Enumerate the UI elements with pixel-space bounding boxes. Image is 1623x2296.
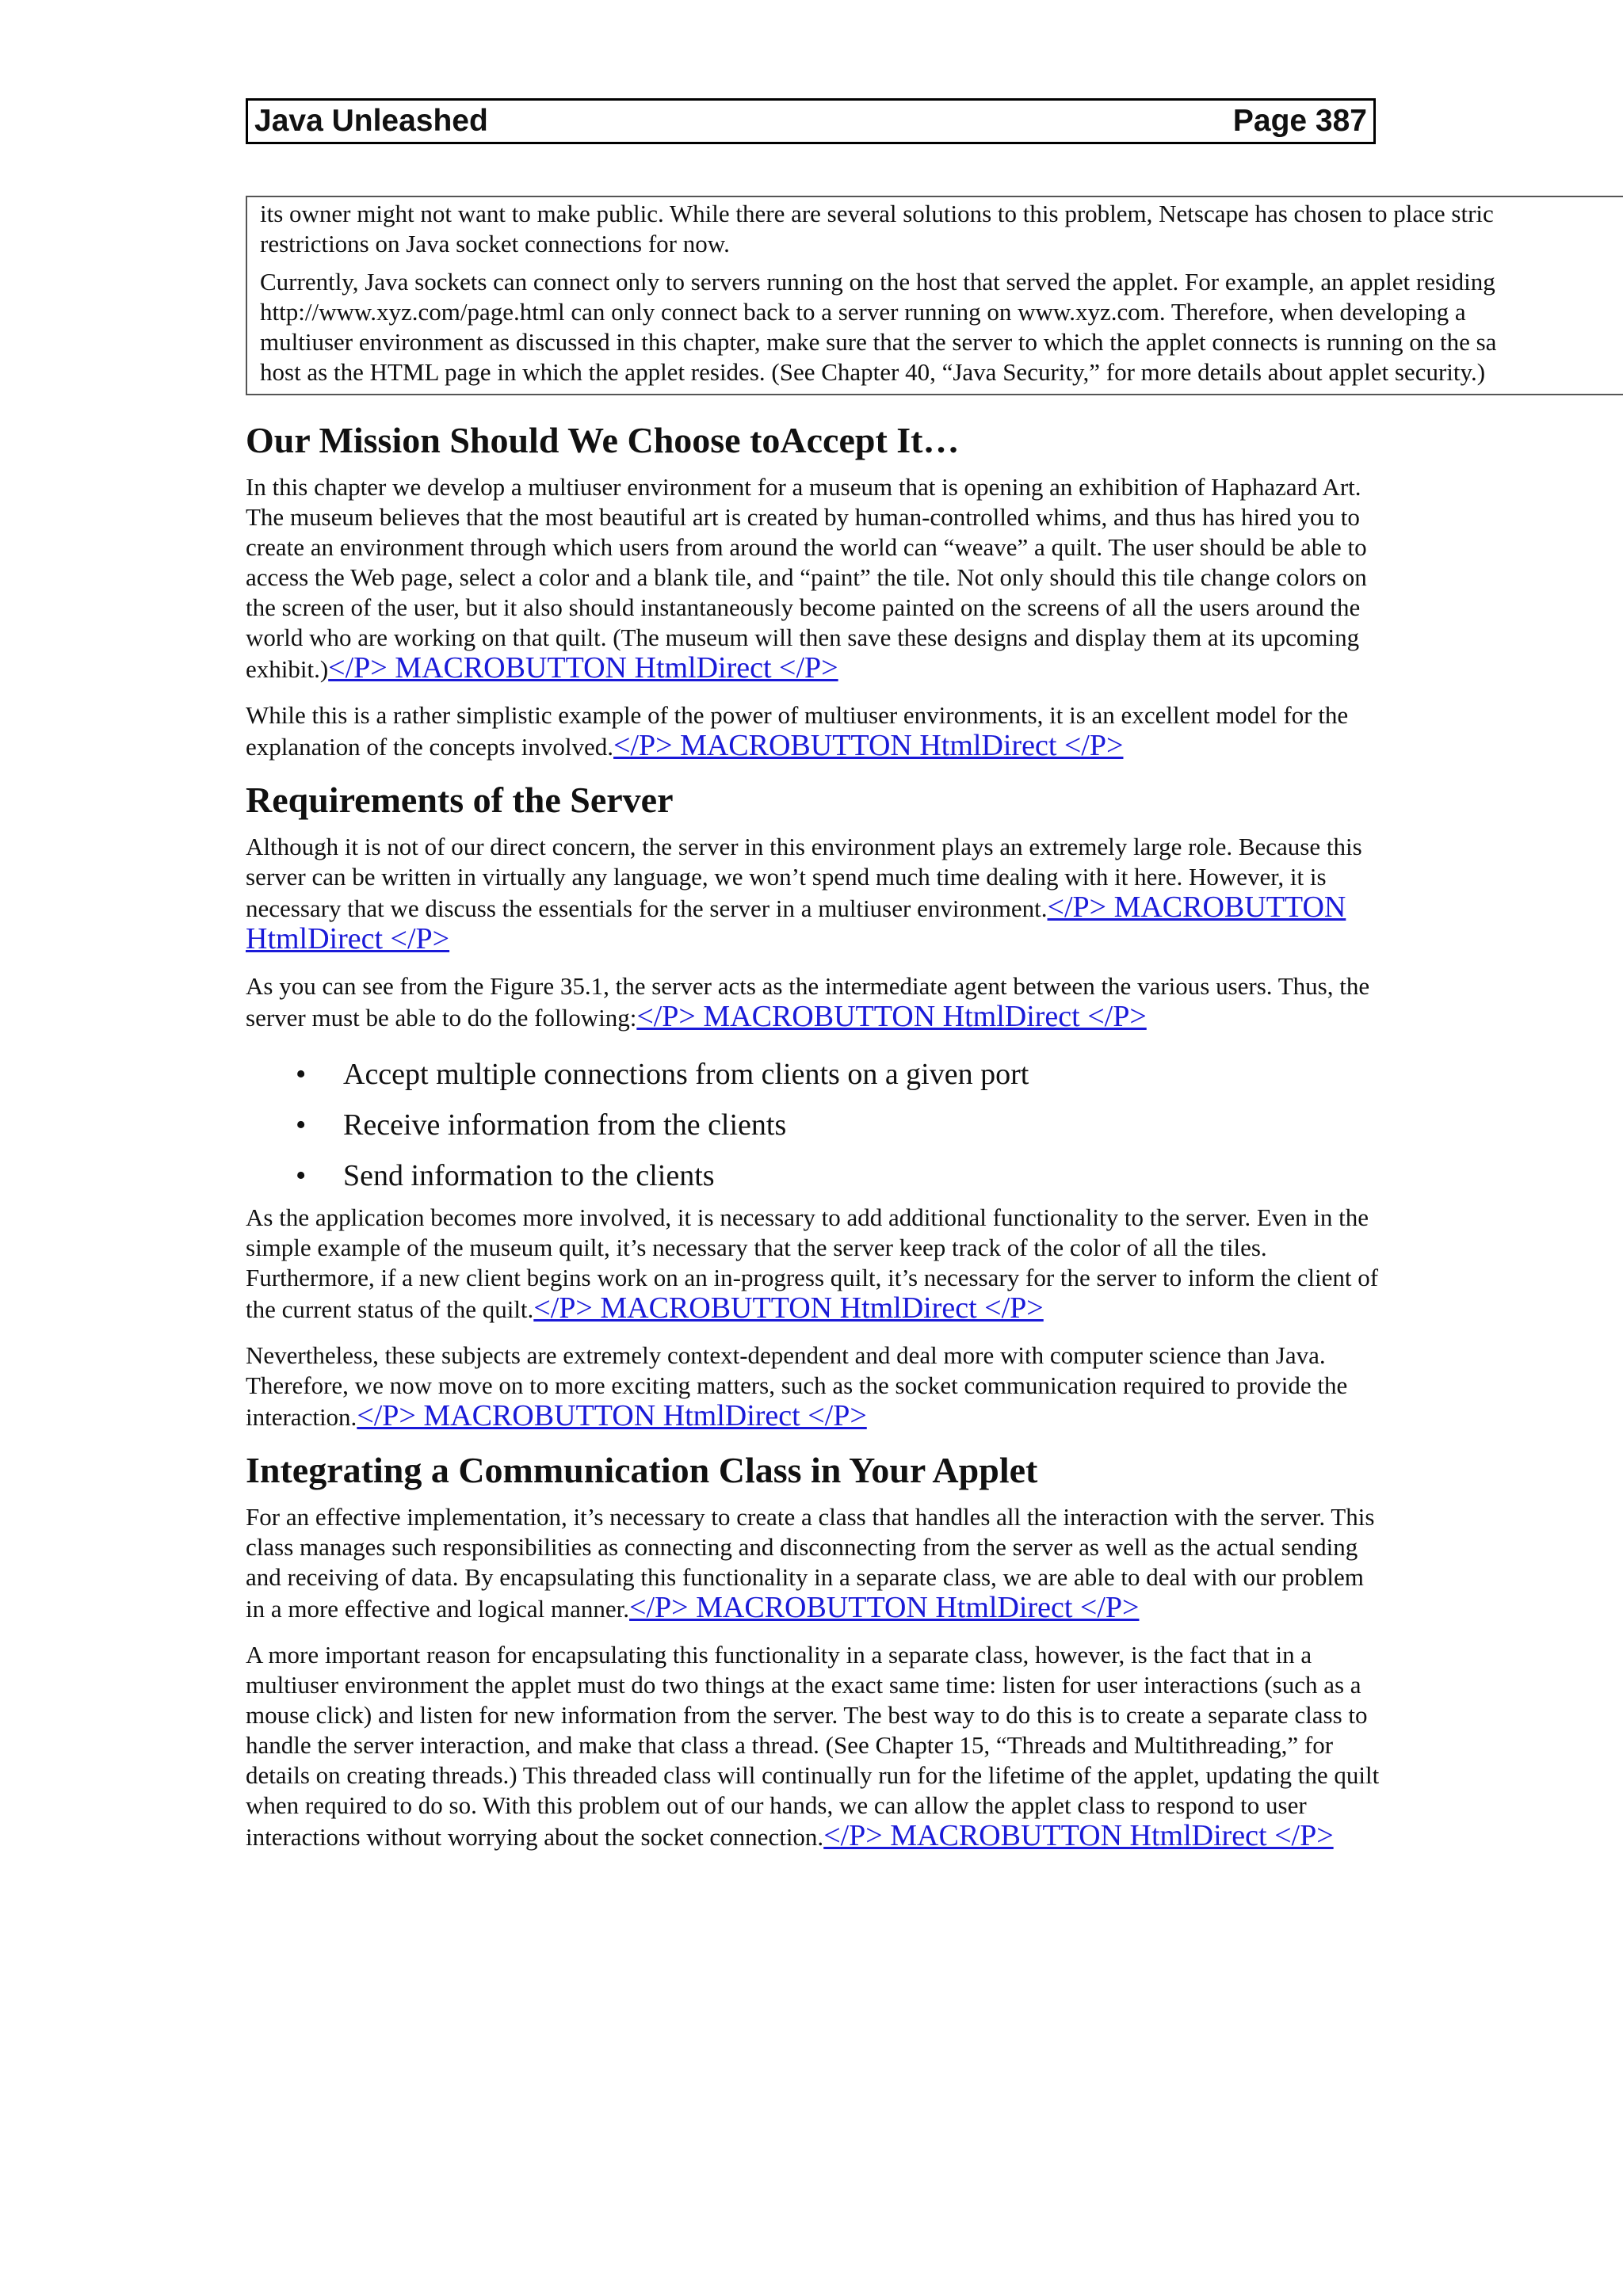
list-item — [296, 1049, 1387, 1100]
sidebar-paragraph-1 — [260, 199, 1623, 259]
paragraph-text: A more important reason for encapsulating this functionality in a separate class, however, is the fact that in a multiuser environment the applet must do two things at the exact same time: listen for user interactions (such as a mouse click) and listen for new information from the server. The best way to do this is to create a separate class to handle the server interaction, and make that class a thread. (See Chapter 15, “Threads and Multithreading,” for details on creating threads.) This threaded class will continually run for the lifetime of the applet, updating the quilt when required to do so. With this problem out of our hands, we can allow the applet class to respond to user interactions without worrying about the socket connection. — [246, 1641, 1380, 1852]
bullet-list — [246, 1049, 1387, 1201]
paragraph — [246, 1640, 1387, 1852]
paragraph-text: Nevertheless, these subjects are extremely context-dependent and deal more with computer science than Java. Therefore, we now move on to more exciting matters, such as the socket communication required to provide the interaction. — [246, 1341, 1348, 1432]
sidebar-line: host as the HTML page in which the applet resides. (See Chapter 40, “Java Security,” for more details about applet security.) — [260, 358, 1486, 386]
list-item-text: Send information to the clients — [343, 1159, 715, 1193]
list-item — [296, 1100, 1387, 1150]
paragraph-text: As the application becomes more involved, it is necessary to add additional functionality to the server. Even in the simple example of the museum quilt, it’s necessary that the server keep track of the color of all the tiles. Furthermore, if a new client begins work on an in-progress quilt, it’s necessary for the server to inform the client of the current status of the quilt. — [246, 1203, 1379, 1324]
sidebar-paragraph-2 — [260, 267, 1623, 387]
paragraph — [246, 1341, 1387, 1432]
section-heading: Our Mission Should We Choose toAccept It… — [246, 420, 960, 460]
paragraph — [246, 700, 1387, 762]
paragraph — [246, 472, 1387, 685]
section-heading: Integrating a Communication Class in Your Applet — [246, 1450, 1038, 1491]
bullet-icon: • — [296, 1159, 307, 1193]
paragraph — [246, 1502, 1387, 1624]
page-header — [246, 98, 1376, 144]
macrobutton-link[interactable]: </P> MACROBUTTON HtmlDirect </P> — [246, 891, 1346, 956]
macrobutton-link[interactable]: </P> MACROBUTTON HtmlDirect </P> — [328, 651, 838, 685]
sidebar-line: http://www.xyz.com/page.html can only connect back to a server running on www.xyz.com. Therefore, when developing a — [260, 298, 1466, 326]
page-number: Page 387 — [1232, 104, 1367, 138]
macrobutton-link[interactable]: </P> MACROBUTTON HtmlDirect </P> — [629, 1591, 1140, 1625]
book-title: Java Unleashed — [254, 104, 488, 138]
paragraph — [246, 1203, 1387, 1325]
bullet-icon: • — [296, 1058, 307, 1092]
paragraph-text: In this chapter we develop a multiuser environment for a museum that is opening an exhibition of Haphazard Art. The museum believes that the most beautiful art is created by human-controlled whims, and thus has hired you to create an environment through which users from around the world can “weave” a quilt. The user should be able to access the Web page, select a color and a blank tile, and “paint” the tile. Not only should this tile change colors on the screen of the user, but it also should instantaneously become painted on the screens of all the users around the world who are working on that quilt. (The museum will then save these designs and display them at its upcoming exhibit.) — [246, 473, 1367, 684]
paragraph — [246, 971, 1387, 1033]
paragraph-text: As you can see from the Figure 35.1, the server acts as the intermediate agent between the various users. Thus, the server must be able to do the following: — [246, 972, 1370, 1032]
list-item-text: Receive information from the clients — [343, 1108, 787, 1142]
list-item — [296, 1150, 1387, 1201]
section-heading: Requirements of the Server — [246, 780, 674, 821]
paragraph-text: For an effective implementation, it’s necessary to create a class that handles all the interaction with the server. This class manages such responsibilities as connecting and disconnecting from the server as well as the actual sending and receiving of data. By encapsulating this functionality in a separate class, we are able to deal with our problem in a more effective and logical manner. — [246, 1503, 1375, 1623]
sidebar-line: restrictions on Java socket connections for now. — [260, 230, 730, 257]
macrobutton-link[interactable]: </P> MACROBUTTON HtmlDirect </P> — [613, 729, 1124, 763]
bullet-icon: • — [296, 1108, 307, 1142]
main-content — [246, 418, 1387, 1868]
list-item-text: Accept multiple connections from clients on a given port — [343, 1058, 1029, 1092]
macrobutton-link[interactable]: </P> MACROBUTTON HtmlDirect </P> — [823, 1819, 1334, 1853]
macrobutton-link[interactable]: </P> MACROBUTTON HtmlDirect </P> — [533, 1291, 1044, 1325]
macrobutton-link[interactable]: </P> MACROBUTTON HtmlDirect </P> — [636, 1000, 1147, 1034]
paragraph-text: Although it is not of our direct concern, the server in this environment plays an extremely large role. Because this server can be written in virtually any language, we won’t spend much time dealing with it here. However, it is necessary that we discuss the essentials for the server in a multiuser environment. — [246, 833, 1362, 923]
sidebar-line: Currently, Java sockets can connect only to servers running on the host that served the applet. For example, an applet residing — [260, 268, 1495, 296]
sidebar-note-box — [246, 196, 1623, 395]
paragraph-text: While this is a rather simplistic example of the power of multiuser environments, it is an excellent model for the explanation of the concepts involved. — [246, 701, 1349, 761]
paragraph — [246, 832, 1387, 955]
sidebar-line: its owner might not want to make public. While there are several solutions to this problem, Netscape has chosen to place stric — [260, 200, 1494, 227]
macrobutton-link[interactable]: </P> MACROBUTTON HtmlDirect </P> — [357, 1399, 867, 1433]
sidebar-line: multiuser environment as discussed in this chapter, make sure that the server to which the applet connects is running on the sa — [260, 328, 1497, 356]
